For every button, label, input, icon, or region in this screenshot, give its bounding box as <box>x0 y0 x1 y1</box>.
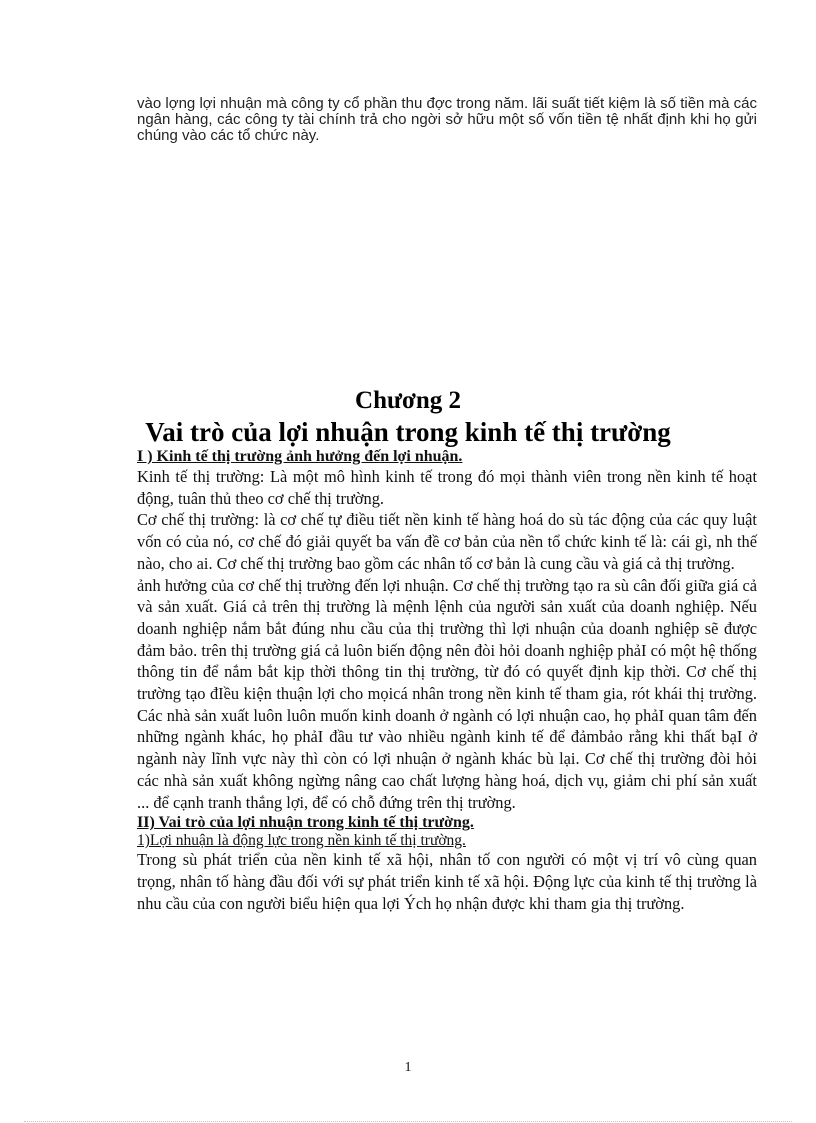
section-1-heading: I ) Kinh tế thị trường ảnh hưởng đến lợi nhuận. <box>137 448 463 465</box>
paragraph-market-economy: Kinh tế thị trường: Là một mô hình kinh tế trong đó mọi thành viên trong nền kinh tế hoạt động, tuân thủ theo cơ chế thị trường. <box>137 467 757 508</box>
subsection-1-heading: 1)Lợi nhuận là động lực trong nền kinh tế thị trường. <box>137 832 466 850</box>
intro-paragraph: vào lợng lợi nhuận mà công ty cổ phần thu đợc trong năm. lãi suất tiết kiệm là số tiền mà các ngân hàng, các công ty tài chính trả cho ngời sở hữu một số vốn tiền tệ nhất định khi họ gửi chúng vào các tổ chức này. <box>137 95 757 144</box>
paragraph-market-mechanism: Cơ chế thị trường: là cơ chế tự điều tiết nền kinh tế hàng hoá do sù tác động của các quy luật vốn có của nó, cơ chế đó giải quyết ba vấn đề cơ bản của nền tổ chức kinh tế là: cái gì, nh thế nào, cho ai. Cơ chế thị trường bao gồm các nhân tố cơ bản là cung cầu và giá cả thị trường. <box>137 510 757 573</box>
chapter-body <box>137 447 757 914</box>
section-2-heading: II) Vai trò của lợi nhuận trong kinh tế thị trường. <box>137 814 474 832</box>
page-number: 1 <box>404 1060 412 1075</box>
chapter-number: Chương 2 <box>355 387 461 414</box>
page-bottom-divider <box>24 1121 792 1122</box>
paragraph-motivation: Trong sù phát triển của nền kinh tế xã hội, nhân tố con người có một vị trí vô cùng quan trọng, nhân tố hàng đầu đối với sự phát triển kinh tế xã hội. Động lực của kinh tế thị trường là nhu cầu của con người biểu hiện qua lợi Ých họ nhận được khi tham gia thị trường. <box>137 850 757 913</box>
chapter-title: Vai trò của lợi nhuận trong kinh tế thị trường <box>145 417 671 447</box>
paragraph-mechanism-impact: ảnh hưởng của cơ chế thị trường đến lợi nhuận. Cơ chế thị trường tạo ra sù cân đối giữa giá cả và sản xuất. Giá cả trên thị trường là mệnh lệnh của người sản xuất của doanh nghiệp. Nếu doanh nghiệp nắm bắt đúng nhu cầu của thị trường thì lợi nhuận của doanh nghiệp sẽ được đảm bảo. trên thị trường giá cả luôn biến động nên đòi hỏi doanh nghiệp phảI có một hệ thống thông tin để nắm bắt kịp thời thông tin thị trường, từ đó có quyết định kịp thời. Cơ chế thị trường tạo đIều kiện thuận lợi cho mọicá nhân trong nền kinh tế tham gia, rót khái thị trường. Các nhà sản xuất luôn luôn muốn kinh doanh ở ngành có lợi nhuận cao, họ phảI quan tâm đến những ngành khác, họ phảI đầu tư vào nhiều ngành kinh tế để đảmbảo rằng khi thất bạI ở ngành này lĩnh vực này thì còn có lợi nhuận ở ngành khác bù lại. Cơ chế thị trường đòi hỏi các nhà sản xuất không ngừng nâng cao chất lượng hàng hoá, dịch vụ, giảm chi phí sản xuất ... để cạnh tranh thắng lợi, để có chỗ đứng trên thị trường. <box>137 575 757 812</box>
